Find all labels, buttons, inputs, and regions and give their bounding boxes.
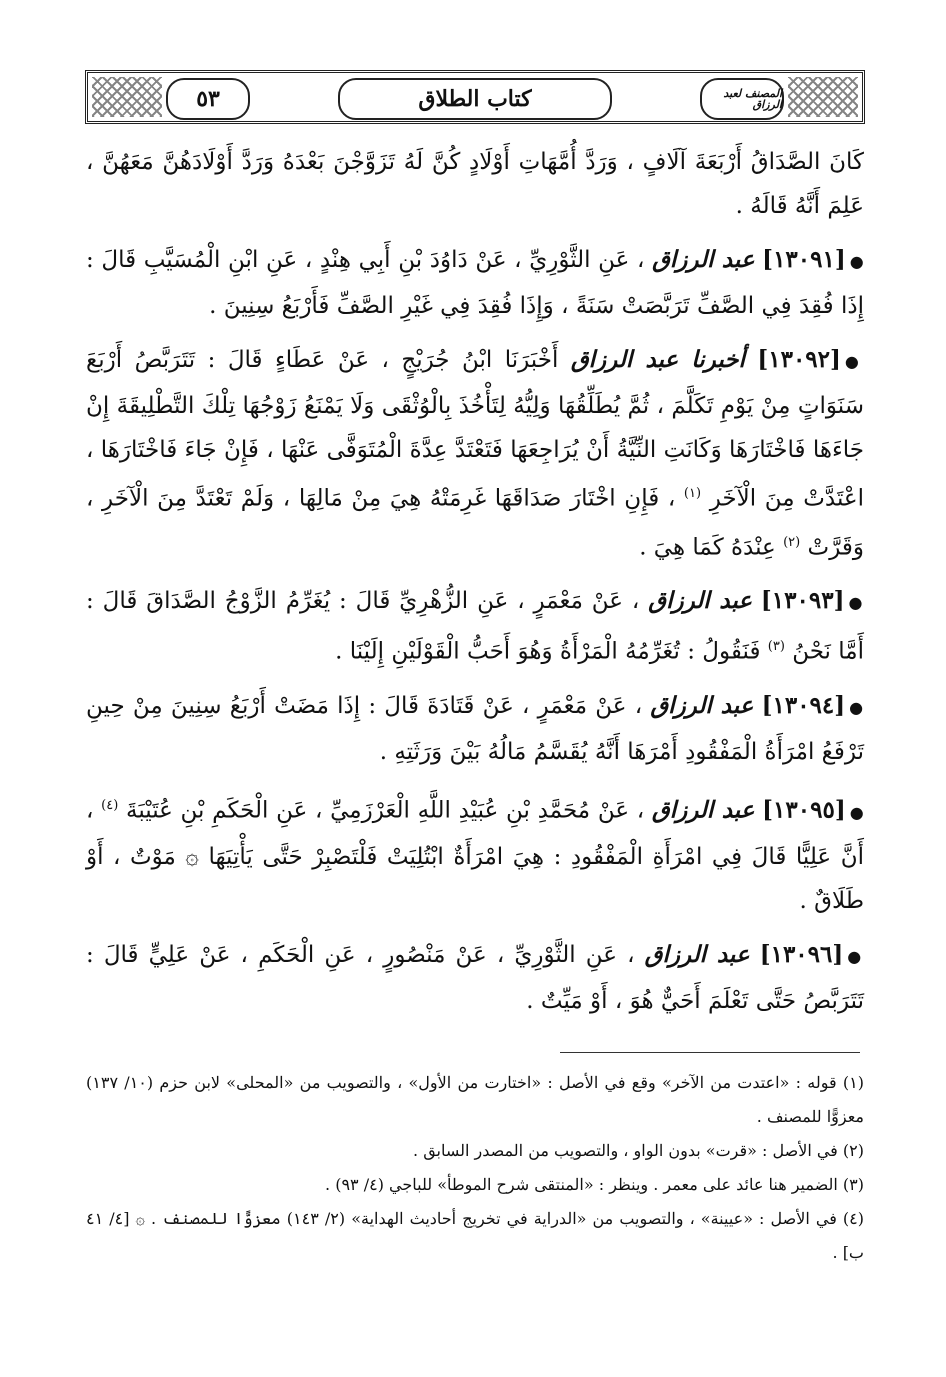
hadith-13095 [86,784,864,923]
hadith-13096 [86,933,864,1023]
page-header [85,70,865,124]
hadith-13093 [86,579,864,674]
hadith-text: ، عَنِ الثَّوْرِيِّ ، عَنْ مَنْصُورٍ ، عَنِ الْحَكَمِ ، عَنْ عَلِيٍّ قَالَ : تَتَرَبَّصُ حَتَّى تَعْلَمَ أَحَيٌّ هُوَ ، أَوْ مَيِّتٌ . [86,941,864,1014]
bullet-icon: ● [849,697,865,717]
book-logo: المصنف لعبد الرزاق [700,78,784,120]
book-title: كتاب الطلاق [338,78,612,120]
hadith-number: [١٣٠٩٥] [762,796,846,824]
header-ornament-left [92,77,162,117]
bullet-icon: ● [848,593,864,613]
footnote-ref[interactable]: (٤) [101,797,119,813]
paragraph-continuation [86,140,864,228]
footnote-ref[interactable]: (١) [683,486,702,501]
narrator-name: عبد الرزاق [652,246,755,273]
hadith-text-end: عِنْدَهُ كَمَا هِيَ . [639,534,776,561]
bullet-icon: ● [844,352,865,371]
header-ornament-right [788,77,858,117]
hadith-text-cont: ، أَنَّ عَلِيًّا قَالَ فِي امْرَأَةِ الْمَفْقُودِ : هِيَ امْرَأَةٌ ابْتُلِيَتْ فَلْتَصْبِرْ حَتَّى يَأْتِيَهَا ۞ مَوْتٌ ، أَوْ طَلَاقٌ . [86,797,864,914]
paragraph-text: كَانَ الصَّدَاقُ أَرْبَعَةَ آلَافٍ ، وَرَدَّ أُمَّهَاتِ أَوْلَادٍ كُنَّ لَهُ تَزَوَّجْنَ بَعْدَهُ وَرَدَّ أَوْلَادَهُنَّ مَعَهُنَّ ، عَلِمَ أَنَّهُ قَالَهُ . [86,149,864,219]
hadith-number: [١٣٠٩٦] [759,940,844,968]
hadith-text: ، عَنْ مَعْمَرٍ ، عَنِ الزُّهْرِيِّ قَالَ : يُغَرِّمُ الزَّوْجُ الصَّدَاقَ قَالَ : أَمَّا نَحْنُ [86,588,864,665]
hadith-text: ، عَنِ الثَّوْرِيِّ ، عَنْ دَاوُدَ بْنِ أَبِي هِنْدٍ ، عَنِ ابْنِ الْمُسَيَّبِ قَالَ : إِذَا فُقِدَ فِي الصَّفِّ تَرَبَّصَتْ سَنَةً ، وَإِذَا فُقِدَ فِي غَيْرِ الصَّفِّ فَأَرْبَعُ سِنِينَ . [86,247,864,319]
bullet-icon: ● [847,946,865,966]
hadith-text: ، عَنْ مُحَمَّدِ بْنِ عُبَيْدِ اللَّهِ الْعَرْزَمِيِّ ، عَنِ الْحَكَمِ بْنِ عُتَيْبَةَ [125,797,645,824]
hadith-text: أَخْبَرَنَا ابْنُ جُرَيْجٍ ، عَنْ عَطَاءٍ قَالَ : تَتَرَبَّصُ أَرْبَعَ سَنَوَاتٍ مِنْ يَوْمِ تَكَلَّمَ ، ثُمَّ يُطَلِّقُهَا وَلِيُّهُ لِتَأْخُذَ بِالْوُثْقَى وَلَا يَمْنَعُ زَوْجُهَا تِلْكَ التَّطْلِيقَةَ إِنْ جَاءَهَا فَاخْتَارَهَا وَكَانَتِ النِّيَّةُ أَنْ يُرَاجِعَهَا فَتَعْتَدَّ عِدَّةَ الْمُتَوَفَّى عَنْهَا ، فَإِنْ جَاءَ فَاخْتَارَهَا ، اعْتَدَّتْ مِنَ الْآخَرِ [86,347,865,512]
hadith-13094 [86,684,864,774]
hadith-number: [١٣٠٩٢] [757,346,841,373]
main-text [86,140,864,1033]
hadith-number: [١٣٠٩١] [762,246,846,273]
hadith-number: [١٣٠٩٣] [760,587,845,615]
footnote-4: (٤) في الأصل : «عيينة» ، والتصويب من «الدراية في تخريج أحاديث الهداية» (٢/ ١٤٣) معزوًّا للمصنف . ۞ [٤/ ٤١ ب] . [86,1209,864,1262]
footnote-ref[interactable]: (٢) [783,534,801,550]
footnotes [86,1066,864,1270]
hadith-text-cont: فَنَقُولُ : تُغَرِّمُهُ الْمَرْأَةُ وَهُوَ أَحَبُّ الْقَوْلَيْنِ إِلَيْنَا . [335,638,761,665]
hadith-13091 [86,238,864,328]
page-number: ٥٣ [166,78,250,120]
hadith-13092 [86,338,864,569]
footnote-3: (٣) الضمير هنا عائد على معمر . وينظر : «المنتقى شرح الموطأ» للباجي (٤/ ٩٣) . [325,1175,864,1194]
narrator-name: عبد الرزاق [650,691,754,719]
narrator-name: عبد الرزاق [648,587,752,615]
narrator-name: عبد الرزاق [651,796,755,824]
hadith-number: [١٣٠٩٤] [761,691,846,719]
footnote-1: (١) قوله : «اعتدت من الآخر» وقع في الأصل : «اختارت من الأول» ، والتصويب من «المحلى» لابن حزم (١٠/ ١٣٧) معزوًّا للمصنف . [86,1073,864,1126]
footnote-2: (٢) في الأصل : «قرت» بدون الواو ، والتصويب من المصدر السابق . [413,1141,864,1160]
bullet-icon: ● [849,252,865,271]
footnote-divider [560,1052,860,1053]
bullet-icon: ● [849,802,865,822]
hadith-text: ، عَنْ مَعْمَرٍ ، عَنْ قَتَادَةَ قَالَ : إِذَا مَضَتْ أَرْبَعُ سِنِينَ مِنْ حِينِ تَرْفَعُ امْرَأَةُ الْمَفْقُودِ أَمْرَهَا أَنَّهُ يُقَسَّمُ مَالُهُ بَيْنَ وَرَثَتِهِ . [86,692,864,765]
narrator-name: عبد الرزاق [644,940,750,968]
footnote-ref[interactable]: (٣) [767,639,785,655]
narrator-name: أخبرنا عبد الرزاق [570,346,745,373]
hadith-text-cont: ، فَإِنِ اخْتَارَ صَدَاقَهَا غَرِمَتْهُ هِيَ مِنْ مَالِهَا ، وَلَمْ تَعْتَدَّ مِنَ الْآخَرِ ، وَقَرَّتْ [86,485,864,561]
